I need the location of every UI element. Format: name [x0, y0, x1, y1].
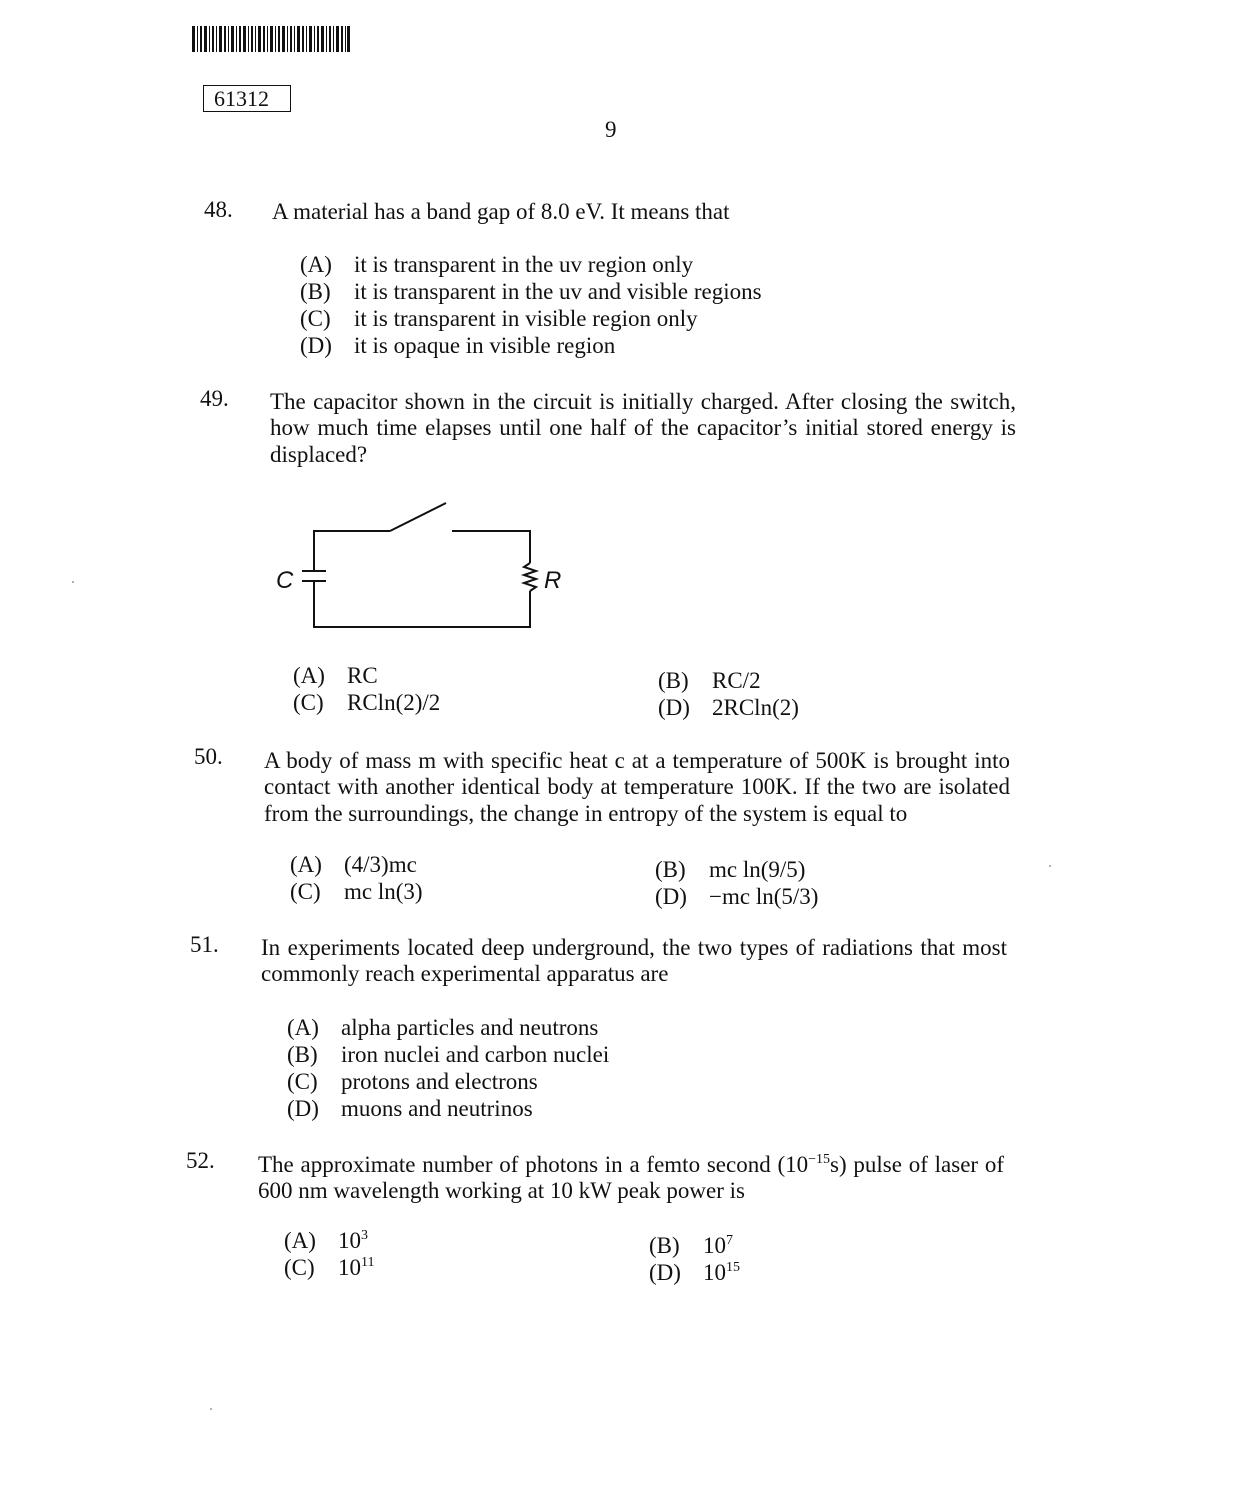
exponent: 7 [726, 1233, 733, 1248]
option-base: 10 [338, 1228, 361, 1253]
option-b [658, 668, 761, 694]
option-label: (C) [300, 306, 331, 331]
option-d [655, 884, 818, 910]
option-text: mc ln(9/5) [709, 857, 806, 882]
question-number: 49. [200, 386, 229, 411]
capacitor-label: C [276, 567, 294, 594]
option-a [284, 1228, 368, 1254]
option-text: it is transparent in visible region only [354, 306, 698, 331]
option-text: protons and electrons [341, 1069, 538, 1094]
option-text: it is opaque in visible region [354, 333, 616, 358]
option-label: (A) [300, 252, 332, 277]
option-text: (4/3)mc [344, 852, 417, 877]
exponent: 11 [361, 1255, 375, 1270]
option-label: (B) [300, 279, 331, 304]
option-text: it is transparent in the uv and visible regions [354, 279, 762, 304]
option-base: 10 [338, 1255, 361, 1280]
option-label: (A) [293, 663, 325, 688]
question-text-part: s) pulse of laser of 600 nm wavelength working at 10 kW peak power is [258, 1152, 1004, 1204]
scan-speck [72, 581, 74, 583]
option-text: −mc ln(5/3) [709, 884, 819, 909]
option-d [658, 695, 799, 721]
option-c [290, 879, 423, 905]
option-label: (D) [300, 333, 332, 358]
option-label: (C) [293, 690, 324, 715]
option-a [293, 663, 378, 689]
paper-code-box: 61312 [203, 85, 291, 112]
option-text: muons and neutrinos [341, 1096, 533, 1121]
option-label: (D) [658, 695, 690, 720]
option-text: alpha particles and neutrons [341, 1015, 599, 1040]
circuit-wire [314, 585, 530, 627]
question-text-part: The approximate number of photons in a femto second (10 [258, 1152, 809, 1177]
option-b [287, 1042, 609, 1068]
question-text [258, 1152, 1004, 1205]
option-base: 10 [703, 1233, 726, 1258]
exponent: 15 [726, 1260, 740, 1275]
option-d [649, 1260, 740, 1286]
barcode-image [192, 26, 350, 52]
question-text: In experiments located deep underground, the two types of radiations that most commonly reach experimental apparatus are [261, 935, 1007, 987]
option-text: it is transparent in the uv region only [354, 252, 694, 277]
option-text: mc ln(3) [344, 879, 423, 904]
option-c [284, 1255, 374, 1281]
option-label: (C) [284, 1255, 315, 1280]
option-label: (B) [658, 668, 689, 693]
option-c [300, 306, 698, 332]
option-label: (D) [649, 1260, 681, 1285]
option-text: iron nuclei and carbon nuclei [341, 1042, 610, 1067]
option-label: (C) [290, 879, 321, 904]
option-text: RC/2 [712, 668, 761, 693]
circuit-wire [314, 531, 390, 571]
circuit-wire [452, 531, 530, 563]
option-a [287, 1015, 598, 1041]
option-label: (B) [655, 857, 686, 882]
option-text: RCln(2)/2 [347, 690, 441, 715]
exponent: 3 [361, 1228, 368, 1243]
option-label: (C) [287, 1069, 318, 1094]
question-text: A material has a band gap of 8.0 eV. It means that [272, 199, 730, 224]
rc-circuit-diagram [268, 495, 578, 635]
option-b [649, 1233, 733, 1259]
capacitor-icon [302, 571, 326, 581]
option-a [300, 252, 693, 278]
exponent: −15 [808, 1152, 831, 1167]
option-base: 10 [703, 1260, 726, 1285]
option-label: (D) [287, 1096, 319, 1121]
question-number: 50. [194, 744, 223, 769]
question-number: 52. [186, 1148, 215, 1173]
question-number: 48. [204, 197, 233, 222]
option-label: (A) [287, 1015, 319, 1040]
option-b [300, 279, 762, 305]
option-label: (A) [284, 1228, 316, 1253]
question-text: A body of mass m with specific heat c at a temperature of 500K is brought into contact with another identical body at temperature 100K. If the two are isolated from the surroundings, the change in entropy of the system is equal to [264, 748, 1010, 826]
scan-speck [1049, 865, 1051, 867]
option-label: (B) [287, 1042, 318, 1067]
question-number: 51. [190, 932, 219, 957]
resistor-icon [524, 563, 536, 591]
option-text: RC [347, 663, 378, 688]
option-b [655, 857, 805, 883]
resistor-label: R [544, 567, 562, 594]
option-d [300, 333, 615, 359]
option-d [287, 1096, 533, 1122]
option-label: (A) [290, 852, 322, 877]
page-number: 9 [605, 117, 617, 142]
option-label: (D) [655, 884, 687, 909]
option-c [293, 690, 440, 716]
question-text: The capacitor shown in the circuit is initially charged. After closing the switch, how much time elapses until one half of the capacitor’s initial stored energy is displaced? [270, 389, 1016, 467]
switch-icon [390, 503, 446, 531]
option-a [290, 852, 417, 878]
option-label: (B) [649, 1233, 680, 1258]
scan-speck [210, 1408, 212, 1410]
option-text: 2RCln(2) [712, 695, 799, 720]
option-c [287, 1069, 538, 1095]
